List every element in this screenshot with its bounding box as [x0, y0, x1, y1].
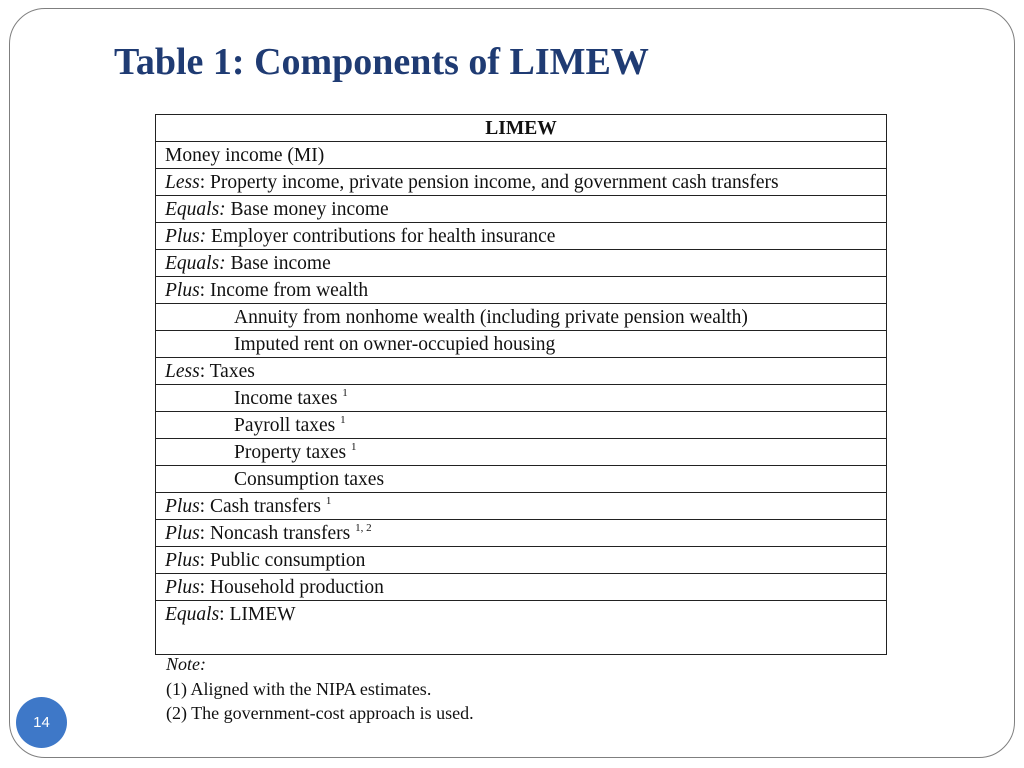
- row-prefix-label: Plus: [165, 279, 200, 301]
- row-prefix-label: Plus: [165, 549, 200, 571]
- row-text: Base money income: [225, 198, 389, 220]
- footnote-marker: 1: [340, 413, 346, 426]
- footnote-marker: 1: [325, 494, 332, 507]
- footnote-marker: 1: [350, 440, 357, 453]
- row-text: Money income (MI): [165, 144, 325, 166]
- table-row: [156, 358, 887, 385]
- row-text: : Cash transfers: [199, 495, 326, 517]
- table-cell: [156, 466, 887, 493]
- table-cell: [156, 277, 887, 304]
- table-notes: [166, 652, 474, 726]
- row-prefix-label: Equals:: [165, 198, 226, 220]
- row-prefix-label: Plus: [165, 576, 200, 598]
- table-cell: [156, 493, 887, 520]
- page-number-badge: 14: [16, 697, 67, 748]
- table-row: [156, 493, 887, 520]
- row-text: Consumption taxes: [234, 468, 385, 490]
- row-prefix-label: Less: [165, 360, 200, 382]
- row-prefix-label: Plus: [165, 495, 200, 517]
- row-text: Payroll taxes: [234, 414, 341, 436]
- table-cell: [156, 574, 887, 601]
- table-row: [156, 574, 887, 601]
- row-text: Employer contributions for health insurance: [206, 225, 556, 247]
- table-row: [156, 466, 887, 493]
- row-prefix-label: Equals: [165, 604, 220, 625]
- limew-table-container: [155, 114, 887, 655]
- row-text: : Taxes: [199, 360, 255, 382]
- table-cell: [156, 169, 887, 196]
- table-row: [156, 304, 887, 331]
- row-text: Annuity from nonhome wealth (including private pension wealth): [234, 306, 748, 328]
- table-row: [156, 601, 887, 655]
- table-row: [156, 196, 887, 223]
- table-cell: [156, 142, 887, 169]
- table-row: [156, 250, 887, 277]
- row-prefix-label: Plus:: [165, 225, 207, 247]
- row-text: : Public consumption: [199, 549, 366, 571]
- table-cell: [156, 196, 887, 223]
- table-row: [156, 277, 887, 304]
- row-prefix-label: Equals:: [165, 252, 226, 274]
- note-heading: Note:: [166, 654, 206, 674]
- table-cell: [156, 385, 887, 412]
- table-row: [156, 439, 887, 466]
- row-text: : LIMEW: [219, 604, 296, 625]
- note-item-1: (1) Aligned with the NIPA estimates.: [166, 678, 432, 699]
- row-prefix-label: Plus: [165, 522, 200, 544]
- table-row: [156, 547, 887, 574]
- table-cell: [156, 601, 887, 655]
- table-header-row: [156, 115, 887, 142]
- row-text: : Property income, private pension income, and government cash transfers: [199, 171, 779, 193]
- row-text: : Noncash transfers: [199, 522, 356, 544]
- row-text: : Household production: [199, 576, 384, 598]
- row-text: Income taxes: [234, 387, 343, 409]
- table-body: [156, 142, 887, 655]
- table-cell: [156, 304, 887, 331]
- row-text: Imputed rent on owner-occupied housing: [234, 333, 556, 355]
- row-prefix-label: Less: [165, 171, 200, 193]
- row-text: : Income from wealth: [199, 279, 369, 301]
- row-text: Property taxes: [234, 441, 351, 463]
- table-cell: [156, 547, 887, 574]
- table-row: [156, 412, 887, 439]
- table-row: [156, 142, 887, 169]
- table-cell: [156, 520, 887, 547]
- table-row: [156, 223, 887, 250]
- table-cell: [156, 331, 887, 358]
- note-item-2: (2) The government-cost approach is used.: [166, 703, 474, 723]
- table-row: [156, 520, 887, 547]
- slide-title: Table 1: Components of LIMEW: [114, 41, 649, 83]
- table-header-cell: LIMEW: [156, 115, 887, 142]
- table-cell: [156, 223, 887, 250]
- limew-components-table: [155, 114, 887, 655]
- table-cell: [156, 358, 887, 385]
- table-cell: [156, 439, 887, 466]
- table-cell: [156, 250, 887, 277]
- row-text: Base income: [225, 252, 331, 274]
- table-row: [156, 169, 887, 196]
- footnote-marker: 1, 2: [355, 521, 372, 534]
- table-cell: [156, 412, 887, 439]
- table-row: [156, 385, 887, 412]
- table-row: [156, 331, 887, 358]
- footnote-marker: 1: [342, 386, 348, 399]
